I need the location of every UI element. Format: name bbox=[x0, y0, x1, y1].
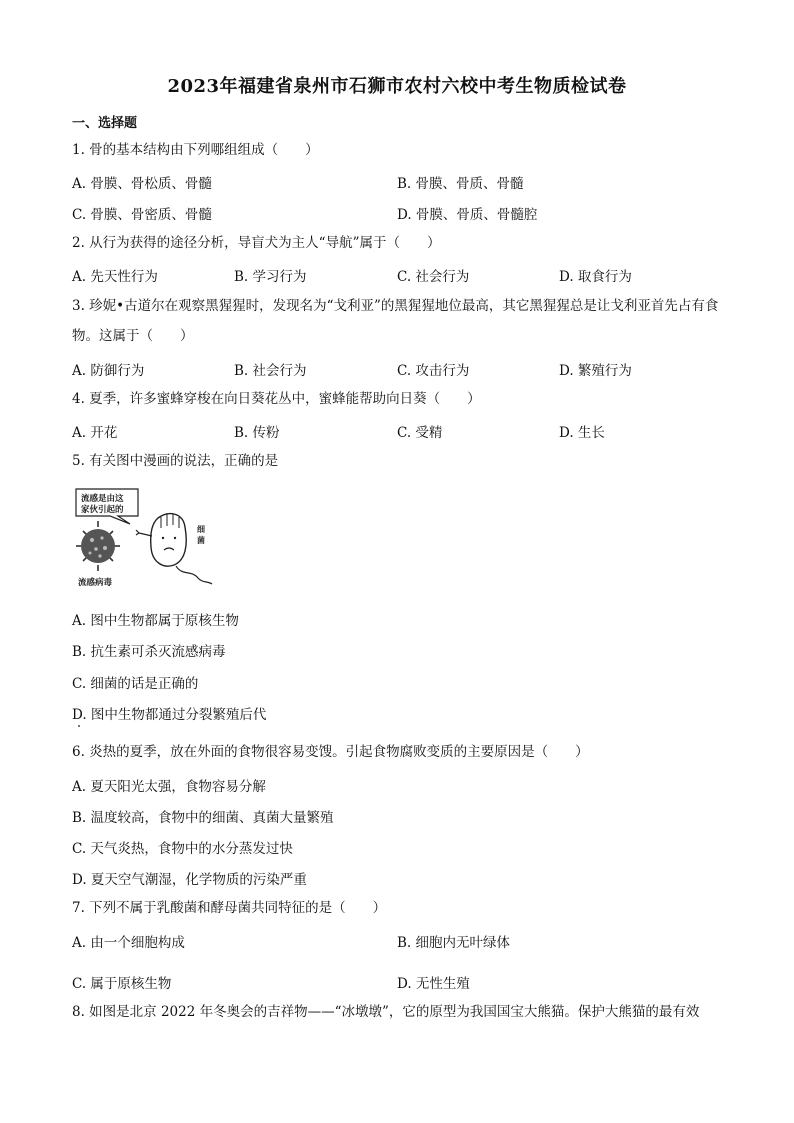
q6-option-a: A. 夏天阳光太强，食物容易分解 bbox=[72, 779, 266, 795]
q1-option-a: A. 骨膜、骨松质、骨髓 bbox=[72, 176, 212, 192]
bubble-text-2: 家伙引起的 bbox=[81, 505, 124, 515]
question-2: 2. 从行为获得的途径分析，导盲犬为主人“导航”属于（ ） bbox=[72, 235, 441, 251]
question-5: 5. 有关图中漫画的说法，正确的是 bbox=[72, 453, 279, 469]
question-6: 6. 炎热的夏季，放在外面的食物很容易变馊。引起食物腐败变质的主要原因是（ ） bbox=[72, 744, 589, 760]
scan-mark bbox=[78, 725, 80, 727]
q3-option-b: B. 社会行为 bbox=[234, 363, 307, 379]
q6-option-b: B. 温度较高，食物中的细菌、真菌大量繁殖 bbox=[72, 810, 334, 826]
question-1: 1. 骨的基本结构由下列哪组组成（ ） bbox=[72, 142, 319, 158]
question-8: 8. 如图是北京 2022 年冬奥会的吉祥物——“冰墩墩”，它的原型为我国国宝大熊猫。保护大熊猫的最有效 bbox=[72, 1004, 700, 1020]
bubble-text-1: 流感是由这 bbox=[81, 494, 124, 504]
question-1-options-row1 bbox=[72, 172, 732, 194]
q5-option-c: C. 细菌的话是正确的 bbox=[72, 676, 199, 692]
q5-option-d: D. 图中生物都通过分裂繁殖后代 bbox=[72, 707, 267, 723]
question-3-options bbox=[72, 359, 732, 381]
question-7-options-row2 bbox=[72, 972, 732, 994]
speech-bubble bbox=[76, 489, 138, 524]
cartoon-illustration bbox=[72, 486, 222, 590]
q7-option-a: A. 由一个细胞构成 bbox=[72, 935, 185, 951]
q7-option-d: D. 无性生殖 bbox=[397, 976, 470, 992]
q1-option-c: C. 骨膜、骨密质、骨髓 bbox=[72, 207, 212, 223]
section-heading: 一、选择题 bbox=[72, 116, 138, 131]
q2-option-b: B. 学习行为 bbox=[234, 269, 307, 285]
q4-option-c: C. 受精 bbox=[397, 425, 443, 441]
question-4-options bbox=[72, 421, 732, 443]
q1-option-d: D. 骨膜、骨质、骨髓腔 bbox=[397, 207, 538, 223]
bacteria-label-2: 菌 bbox=[197, 536, 205, 545]
question-7-options-row1 bbox=[72, 931, 732, 953]
question-4: 4. 夏季，许多蜜蜂穿梭在向日葵花丛中，蜜蜂能帮助向日葵（ ） bbox=[72, 391, 481, 407]
q2-option-d: D. 取食行为 bbox=[559, 269, 632, 285]
question-2-options bbox=[72, 265, 732, 287]
q7-option-c: C. 属于原核生物 bbox=[72, 976, 172, 992]
q7-option-b: B. 细胞内无叶绿体 bbox=[397, 935, 511, 951]
question-1-options-row2 bbox=[72, 203, 732, 225]
q2-option-c: C. 社会行为 bbox=[397, 269, 470, 285]
q3-option-d: D. 繁殖行为 bbox=[559, 363, 632, 379]
q2-option-a: A. 先天性行为 bbox=[72, 269, 158, 285]
page-title: 2023年福建省泉州市石狮市农村六校中考生物质检试卷 bbox=[167, 76, 627, 97]
q3-option-c: C. 攻击行为 bbox=[397, 363, 470, 379]
question-7: 7. 下列不属于乳酸菌和酵母菌共同特征的是（ ） bbox=[72, 900, 387, 916]
bacteria-label-1: 细 bbox=[197, 525, 205, 534]
virus-label: 流感病毒 bbox=[78, 578, 113, 588]
q6-option-d: D. 夏天空气潮湿，化学物质的污染严重 bbox=[72, 872, 307, 888]
q4-option-a: A. 开花 bbox=[72, 425, 118, 441]
q5-option-b: B. 抗生素可杀灭流感病毒 bbox=[72, 644, 226, 660]
q3-option-a: A. 防御行为 bbox=[72, 363, 145, 379]
q5-option-a: A. 图中生物都属于原核生物 bbox=[72, 613, 239, 629]
question-3: 3. 珍妮•古道尔在观察黑猩猩时，发现名为“戈利亚”的黑猩猩地位最高，其它黑猩猩总是让戈利亚首先占有食物。这属于（ ） bbox=[72, 298, 719, 344]
q6-option-c: C. 天气炎热，食物中的水分蒸发过快 bbox=[72, 841, 293, 857]
q4-option-b: B. 传粉 bbox=[234, 425, 280, 441]
virus-icon bbox=[76, 521, 120, 571]
q4-option-d: D. 生长 bbox=[559, 425, 605, 441]
q1-option-b: B. 骨膜、骨质、骨髓 bbox=[397, 176, 524, 192]
